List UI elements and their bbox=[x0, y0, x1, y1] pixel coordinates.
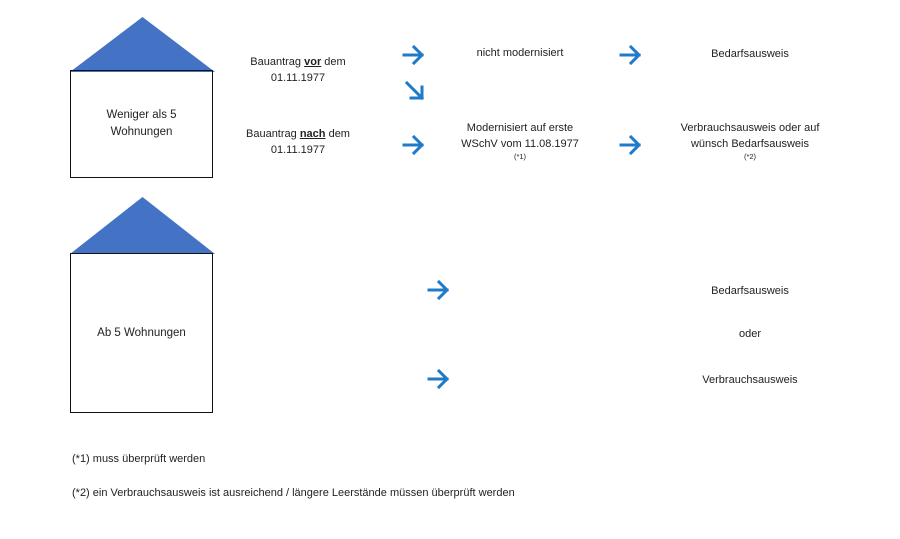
application-before-date: 01.11.1977 bbox=[270, 72, 326, 84]
arrow-right-icon bbox=[402, 135, 426, 155]
status-modernized-line2: WSchV vom 11.08.1977 bbox=[461, 138, 579, 150]
arrow-right-icon bbox=[427, 280, 451, 300]
option-consumption-certificate: Verbrauchsausweis bbox=[702, 374, 798, 386]
result-consumption-or-demand bbox=[655, 120, 845, 162]
house-roof-1 bbox=[70, 17, 215, 72]
before-emphasis: vor bbox=[304, 56, 322, 68]
arrow-right-icon bbox=[402, 45, 426, 65]
option-connector-or: oder bbox=[738, 328, 762, 340]
result-line1: Verbrauchsausweis oder auf bbox=[680, 122, 820, 134]
result-demand-certificate-1: Bedarfsausweis bbox=[711, 48, 789, 60]
house-roof-2 bbox=[70, 197, 215, 254]
application-after-label: Bauantrag nach dem 01.11.1977 bbox=[246, 128, 350, 156]
after-emphasis: nach bbox=[299, 128, 326, 140]
arrow-down-right-icon bbox=[404, 80, 426, 102]
house-label-2: Ab 5 Wohnungen bbox=[97, 326, 186, 339]
footnote-1: (*1) muss überprüft werden bbox=[72, 453, 206, 465]
house-box-2 bbox=[70, 253, 213, 413]
footnote-ref-1: (*1) bbox=[513, 152, 527, 161]
house-box-1 bbox=[70, 70, 213, 178]
footnote-2: (*2) ein Verbrauchsausweis ist ausreichend / längere Leerstände müssen überprüft werden bbox=[72, 487, 515, 499]
status-modernized bbox=[440, 120, 600, 162]
arrow-right-icon bbox=[619, 45, 643, 65]
result-line2: wünsch Bedarfsausweis bbox=[690, 138, 809, 150]
house-label-1: Weniger als 5 Wohnungen bbox=[106, 109, 177, 138]
status-not-modernized: nicht modernisiert bbox=[476, 47, 564, 59]
arrow-right-icon bbox=[619, 135, 643, 155]
option-demand-certificate: Bedarfsausweis bbox=[711, 285, 789, 297]
application-before-label: Bauantrag vor dem 01.11.1977 bbox=[250, 56, 346, 84]
footnote-ref-2: (*2) bbox=[743, 152, 757, 161]
application-after-date: 01.11.1977 bbox=[270, 144, 326, 156]
status-modernized-line1: Modernisiert auf erste bbox=[466, 122, 574, 134]
arrow-right-icon bbox=[427, 369, 451, 389]
